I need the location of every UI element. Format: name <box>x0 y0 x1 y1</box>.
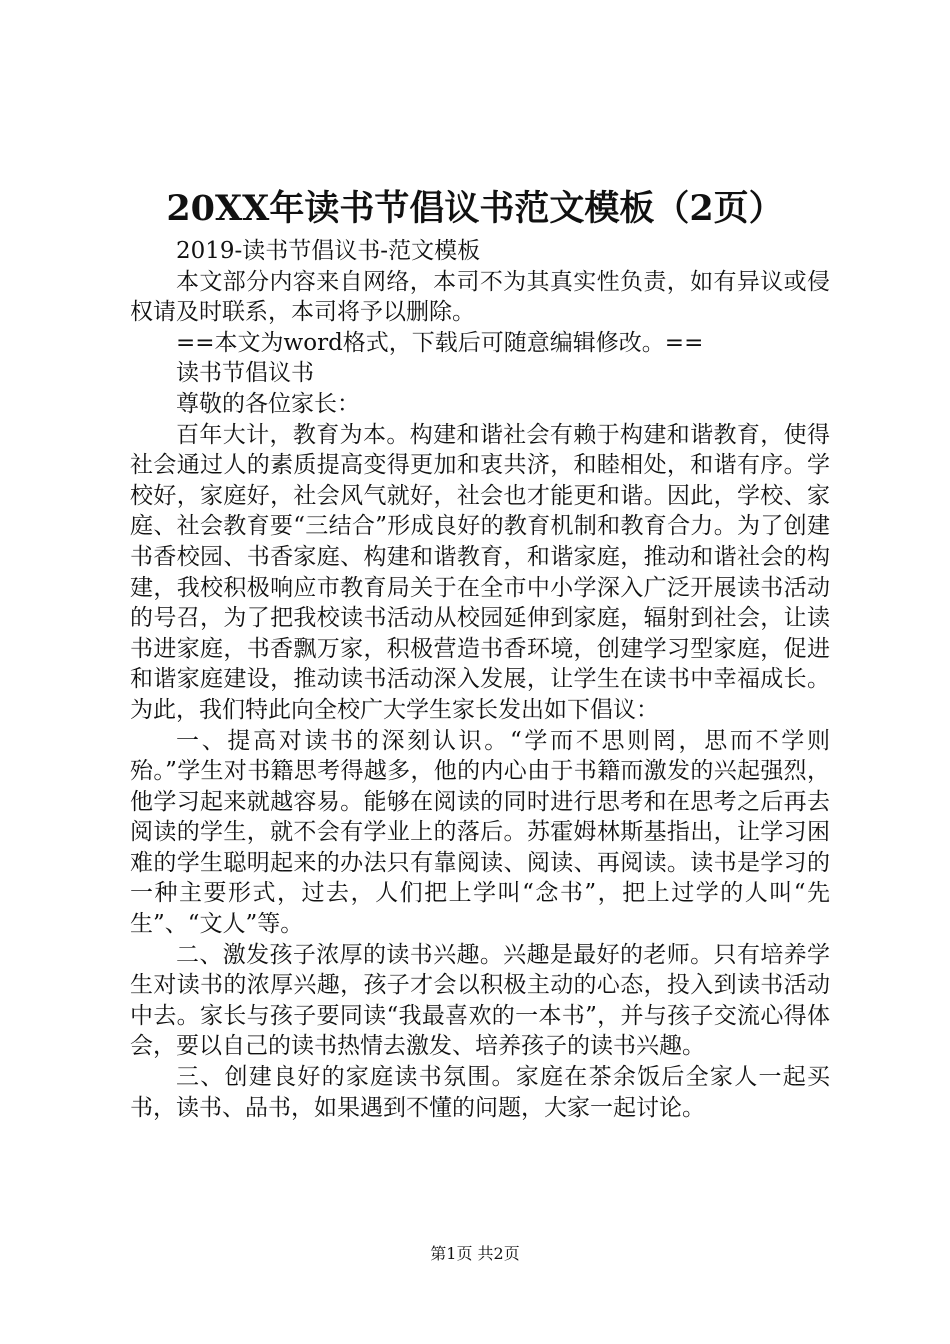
body-paragraph: 百年大计，教育为本。构建和谐社会有赖于构建和谐教育，使得社会通过人的素质提高变得更加和衷共济，和睦相处，和谐有序。学校好，家庭好，社会风气就好，社会也才能更和谐。因此，学校、家庭、社会教育要“三结合”形成良好的教育机制和教育合力。为了创建书香校园、书香家庭、构建和谐教育，和谐家庭，推动和谐社会的构建，我校积极响应市教育局关于在全市中小学深入广泛开展读书活动的号召，为了把我校读书活动从校园延伸到家庭，辐射到社会，让读书进家庭，书香飘万家，积极营造书香环境，创建学习型家庭，促进和谐家庭建设，推动读书活动深入发展，让学生在读书中幸福成长。为此，我们特此向全校广大学生家长发出如下倡议： <box>130 421 830 723</box>
disclaimer-paragraph: 本文部分内容来自网络，本司不为其真实性负责，如有异议或侵权请及时联系，本司将予以删除。 <box>130 268 830 326</box>
page-footer: 第1页 共2页 <box>430 1244 520 1263</box>
document-body <box>130 236 830 1123</box>
salutation: 尊敬的各位家长： <box>176 390 360 417</box>
document-title: 20XX年读书节倡议书范文模板（2页） <box>166 188 784 229</box>
subtitle-line: 2019-读书节倡议书-范文模板 <box>176 238 481 264</box>
body-paragraph: 二、激发孩子浓厚的读书兴趣。兴趣是最好的老师。只有培养学生对读书的浓厚兴趣，孩子才会以积极主动的心态，投入到读书活动中去。家长与孩子要同读“我最喜欢的一本书”，并与孩子交流心得体会，要以自己的读书热情去激发、培养孩子的读书兴趣。 <box>130 941 830 1060</box>
body-paragraph: 一、提高对读书的深刻认识。“学而不思则罔，思而不学则殆。”学生对书籍思考得越多，他的内心由于书籍而激发的兴起强烈，他学习起来就越容易。能够在阅读的同时进行思考和在思考之后再去阅读的学生，就不会有学业上的落后。苏霍姆林斯基指出，让学习困难的学生聪明起来的办法只有靠阅读、阅读、再阅读。读书是学习的一种主要形式，过去，人们把上学叫“念书”，把上过学的人叫“先生”、“文人”等。 <box>130 727 830 938</box>
format-note: ==本文为word格式，下载后可随意编辑修改。== <box>176 329 704 356</box>
body-paragraph: 三、创建良好的家庭读书氛围。家庭在茶余饭后全家人一起买书，读书、品书，如果遇到不懂的问题，大家一起讨论。 <box>130 1064 830 1121</box>
section-heading: 读书节倡议书 <box>176 360 314 387</box>
